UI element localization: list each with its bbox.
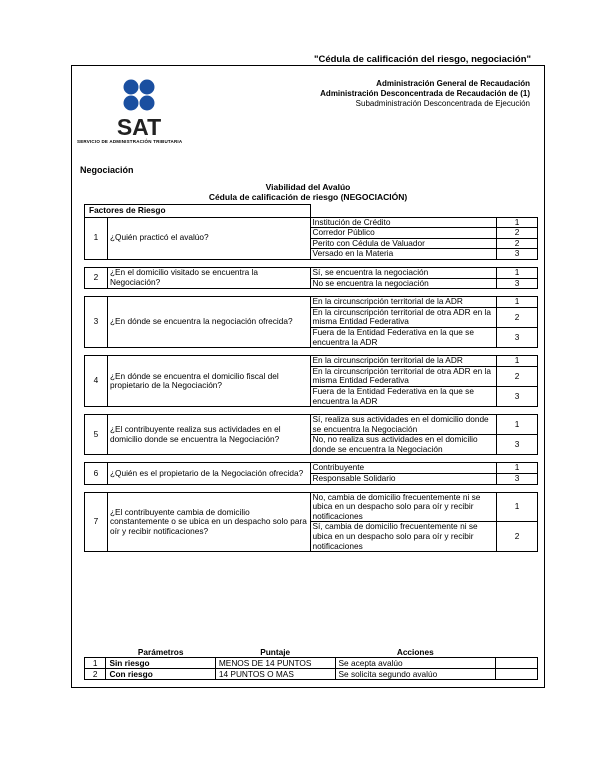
- document-title: "Cédula de calificación del riesgo, negociación": [313, 54, 531, 65]
- parameters-table: [84, 647, 538, 680]
- factor-score: 2: [497, 238, 538, 249]
- params-blank: [496, 658, 538, 669]
- params-score: MENOS DE 14 PUNTOS: [215, 658, 335, 669]
- factor-number: 2: [85, 267, 108, 288]
- factor-score: 3: [497, 327, 538, 347]
- params-param: Con riesgo: [106, 669, 215, 680]
- factor-score: 3: [497, 474, 538, 485]
- factors-header: Factores de Riesgo: [85, 205, 311, 218]
- factor-option: Contribuyente: [310, 463, 497, 474]
- factor-score: 1: [497, 297, 538, 308]
- factor-score: 2: [497, 522, 538, 552]
- factor-number: 6: [85, 463, 108, 484]
- factor-question: ¿En el domicilio visitado se encuentra la Negociación?: [107, 267, 310, 288]
- params-row: [85, 669, 538, 680]
- factor-score: 2: [497, 366, 538, 386]
- params-num: 2: [85, 669, 106, 680]
- section-label: Negociación: [80, 165, 134, 175]
- factor-option: Fuera de la Entidad Federativa en la que se encuentra la ADR: [310, 386, 497, 406]
- factor-score: 2: [497, 228, 538, 239]
- factor-score: 1: [497, 492, 538, 522]
- params-header-parametros: Parámetros: [137, 647, 184, 657]
- logo-text: SAT: [116, 114, 162, 137]
- factor-score: 1: [497, 356, 538, 367]
- factor-number: 7: [85, 492, 108, 552]
- factor-option: Versado en la Materia: [310, 249, 497, 260]
- factor-question: ¿En dónde se encuentra el domicilio fiscal del propietario de la Negociación?: [107, 356, 310, 407]
- factor-score: 1: [497, 463, 538, 474]
- factor-option: Fuera de la Entidad Federativa en la que se encuentra la ADR: [310, 327, 497, 347]
- factor-option: No, no realiza sus actividades en el domicilio donde se encuentra la Negociación: [310, 435, 497, 455]
- factor-option: Sí, realiza sus actividades en el domicilio donde se encuentra la Negociación: [310, 415, 497, 435]
- factor-question: ¿Quién es el propietario de la Negociación ofrecida?: [107, 463, 310, 484]
- factor-option: Perito con Cédula de Valuador: [310, 238, 497, 249]
- factor-question: ¿El contribuyente realiza sus actividades en el domicilio donde se encuentra la Negociación?: [107, 415, 310, 455]
- risk-option-row: [85, 356, 538, 367]
- factor-option: Responsable Solidario: [310, 474, 497, 485]
- params-score: 14 PUNTOS O MAS: [215, 669, 335, 680]
- factor-question: ¿Quién practicó el avalúo?: [107, 217, 310, 259]
- risk-option-row: [85, 492, 538, 522]
- factor-option: No, cambia de domicilio frecuentemente ni se ubica en un despacho solo para oír y recibir notificaciones: [310, 492, 497, 522]
- params-blank: [496, 669, 538, 680]
- factor-question: ¿El contribuyente cambia de domicilio constantemente o se ubica en un despacho solo para oír y recibir notificaciones?: [107, 492, 310, 552]
- header-line-1: Administración General de Recaudación: [376, 79, 530, 88]
- params-header-puntaje: Puntaje: [260, 647, 291, 657]
- factor-question: ¿En dónde se encuentra la negociación ofrecida?: [107, 297, 310, 348]
- factor-option: En la circunscripción territorial de otra ADR en la misma Entidad Federativa: [310, 307, 497, 327]
- risk-option-row: [85, 297, 538, 308]
- title-1: Viabilidad del Avalúo: [265, 182, 351, 192]
- logo-subtitle: SERVICIO DE ADMINISTRACIÓN TRIBUTARIA: [77, 139, 183, 144]
- params-row: [85, 658, 538, 669]
- factor-score: 2: [497, 307, 538, 327]
- factor-option: No se encuentra la negociación: [310, 278, 497, 289]
- risk-factors-table: [84, 204, 538, 552]
- factor-number: 5: [85, 415, 108, 455]
- factor-score: 3: [497, 249, 538, 260]
- factor-score: 3: [497, 435, 538, 455]
- factor-score: 3: [497, 386, 538, 406]
- params-num: 1: [85, 658, 106, 669]
- risk-option-row: [85, 463, 538, 474]
- header-line-3: Subadministración Desconcentrada de Ejecución: [355, 99, 530, 108]
- factor-number: 1: [85, 217, 108, 259]
- risk-option-row: [85, 267, 538, 278]
- factor-option: En la circunscripción territorial de otra ADR en la misma Entidad Federativa: [310, 366, 497, 386]
- params-header-acciones: Acciones: [396, 647, 434, 657]
- factor-option: Sí, cambia de domicilio frecuentemente ni se ubica en un despacho solo para oír y recibir notificaciones: [310, 522, 497, 552]
- factor-score: 3: [497, 278, 538, 289]
- factor-score: 1: [497, 217, 538, 228]
- factor-option: En la circunscripción territorial de la ADR: [310, 356, 497, 367]
- document-frame: [71, 65, 545, 688]
- sat-logo-icon: [109, 79, 179, 137]
- title-2: Cédula de calificación de riesgo (NEGOCIACIÓN): [208, 192, 408, 202]
- risk-option-row: [85, 415, 538, 435]
- factor-score: 1: [497, 415, 538, 435]
- header-line-2: Administración Desconcentrada de Recaudación de (1): [320, 89, 530, 98]
- params-action: Se solicita segundo avalúo: [335, 669, 496, 680]
- params-action: Se acepta avalúo: [335, 658, 496, 669]
- sat-logo: [77, 79, 219, 144]
- factor-number: 3: [85, 297, 108, 348]
- factor-score: 1: [497, 267, 538, 278]
- factor-option: Sí, se encuentra la negociación: [310, 267, 497, 278]
- factor-option: En la circunscripción territorial de la ADR: [310, 297, 497, 308]
- factor-option: Institución de Crédito: [310, 217, 497, 228]
- header-lines: [320, 79, 530, 109]
- params-param: Sin riesgo: [106, 658, 215, 669]
- factor-option: Corredor Público: [310, 228, 497, 239]
- risk-option-row: [85, 217, 538, 228]
- factor-number: 4: [85, 356, 108, 407]
